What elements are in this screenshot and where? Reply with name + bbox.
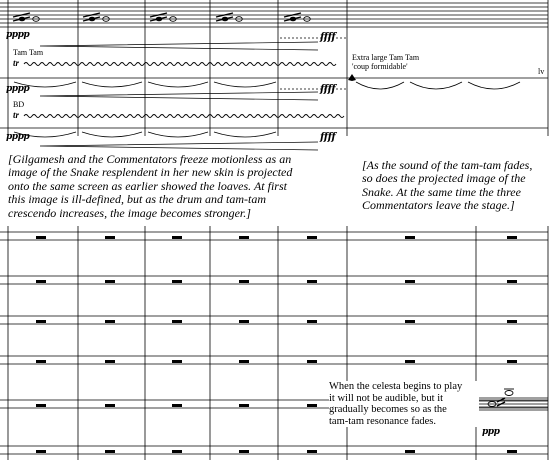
final-dynamic: ppp xyxy=(482,427,500,437)
stage-direction-right-line: [As the sound of the tam-tam fades, xyxy=(362,158,533,172)
celesta-note-line: it will not be audible, but it xyxy=(329,392,444,404)
stage-direction-right-line: Commentators leave the stage.] xyxy=(362,198,515,213)
stage-direction-left-line: image of the Snake resplendent in her new skin is projected xyxy=(8,165,293,180)
stage-direction-left-line: onto the same screen as earlier showed the loaves. At first xyxy=(8,178,287,193)
bd-label: BD xyxy=(13,100,25,109)
stage-direction-left-line: [Gilgamesh and the Commentators freeze motionless as an xyxy=(8,152,292,166)
tam-tam-dynamic-start: pppp xyxy=(6,84,30,94)
celesta-note-line: tam-tam resonance fades. xyxy=(329,415,436,427)
celesta-note xyxy=(329,381,479,427)
staff-dynamic-start: pppp xyxy=(6,30,30,40)
extra-tam-tam-instruction: 'coup formidable' xyxy=(352,62,408,71)
stage-direction-left-line: this image is ill-defined, but as the drum and tam-tam xyxy=(8,192,266,207)
tam-tam-dynamic-end: ffff xyxy=(320,84,336,95)
stage-direction-right-line: Snake. At the same time the three xyxy=(362,184,521,199)
stage-direction-right-line: so does the projected image of the xyxy=(362,171,526,186)
lv-label: lv xyxy=(538,67,545,76)
stage-direction-left xyxy=(8,153,348,220)
staff-dynamic-end: ffff xyxy=(320,32,336,43)
stage-direction-right xyxy=(362,159,554,213)
extra-tam-tam-label: Extra large Tam Tam xyxy=(352,53,420,62)
stage-direction-left-line: crescendo increases, the image becomes stronger.] xyxy=(8,205,251,220)
celesta-note-line: gradually becomes so as the xyxy=(329,404,447,415)
tam-tam-label: Tam Tam xyxy=(13,48,44,57)
bd-dynamic-start: pppp xyxy=(6,132,30,142)
celesta-note-line: When the celesta begins to play xyxy=(329,381,463,392)
bd-trill: tr xyxy=(13,110,20,120)
tam-tam-trill: tr xyxy=(13,58,20,68)
bd-dynamic-end: ffff xyxy=(320,132,336,143)
